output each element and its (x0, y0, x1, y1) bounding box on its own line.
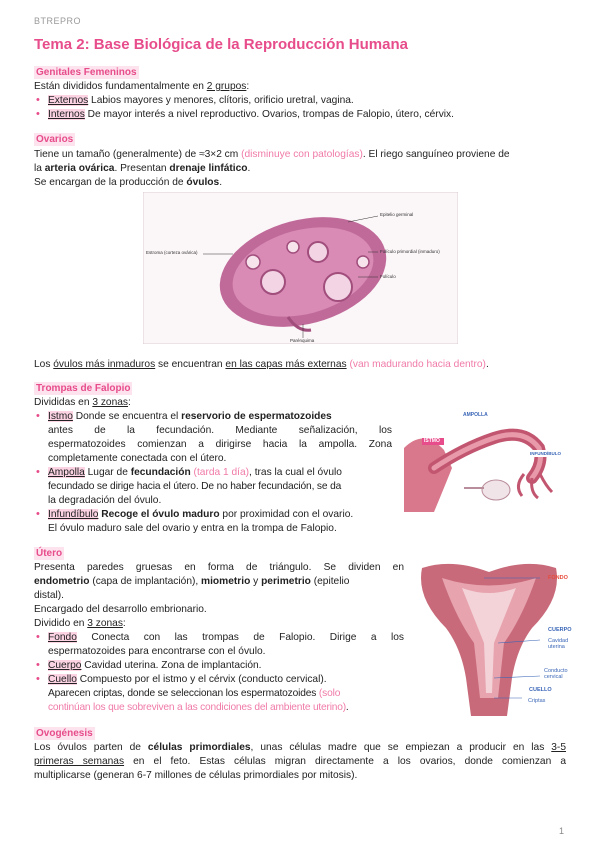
list-item: • Internos De mayor interés a nivel reproductivo. Ovarios, trompas de Falopio, útero, cérvix. (34, 108, 566, 121)
trompas-istmo-line-3: espermatozoides comienzan a dirigirse hacia la ampolla. Zona (48, 439, 392, 450)
figure-label: Parénquima (290, 338, 315, 343)
page-title: Tema 2: Base Biológica de la Reproducción Humana (34, 36, 408, 53)
figure-label: Criptas (528, 698, 546, 704)
figure-label: CUELLO (529, 687, 552, 693)
trompas-istmo-line-2: antes de la fecundación. Mediante señalización, los (48, 425, 392, 436)
section-heading-genitales: Genitales Femeninos (36, 67, 137, 78)
trompas-intro: Divididas en 3 zonas: (34, 397, 131, 408)
figure-label: ISTMO (424, 438, 440, 444)
section-heading-ovarios: Ovarios (36, 134, 74, 145)
list-item: • Cuerpo Cavidad uterina. Zona de implantación. (34, 659, 404, 672)
section-heading-trompas: Trompas de Falopio (36, 383, 131, 394)
utero-line-3: distal). (34, 590, 65, 601)
figure-label: Folículo (380, 274, 396, 279)
ovogenesis-line-3: multiplicarse (generan 6-7 millones de células primordiales por mitosis). (34, 770, 358, 781)
figure-label: Cavidad uterina (548, 638, 569, 650)
list-item: • Infundíbulo Recoge el óvulo maduro por proximidad con el ovario. (34, 508, 392, 521)
list-item: • Ampolla Lugar de fecundación (tarda 1 día), tras la cual el óvulo (34, 466, 392, 479)
figure-label: Conducto cervical (544, 668, 568, 680)
ovogenesis-line-2: primeras semanas en el feto. Estas células migran directamente a los ovarios, donde comienzan a (34, 756, 566, 767)
utero-line-1: Presenta paredes gruesas en forma de triángulo. Se dividen en (34, 562, 404, 573)
figure-label: Estroma (corteza ovárica) (146, 250, 198, 255)
page-number: 1 (558, 826, 564, 836)
ovogenesis-line-1: Los óvulos parten de células primordiales, unas células madre que se empiezan a producir en las 3-5 (34, 742, 566, 753)
trompas-ampolla-line-3: la degradación del óvulo. (48, 495, 162, 506)
ovarios-line-2: la arteria ovárica. Presentan drenaje linfático. (34, 163, 251, 174)
figure-label: Epitelio germinal (380, 212, 414, 217)
list-item: • Fondo Conecta con las trompas de Falopio. Dirige a los (34, 631, 404, 644)
list-item: • Cuello Compuesto por el istmo y el cérvix (conducto cervical). (34, 673, 404, 686)
section-heading-utero: Útero (36, 548, 63, 559)
utero-cuello-line-2: Aparecen criptas, donde se seleccionan los espermatozoides (solo (48, 688, 341, 699)
figure-label: AMPOLLA (463, 412, 488, 418)
trompas-infundibulo-line-2: El óvulo maduro sale del ovario y entra en la trompa de Falopio. (48, 523, 337, 534)
utero-line-5: Dividido en 3 zonas: (34, 618, 126, 629)
genitales-intro: Están divididos fundamentalmente en 2 grupos: (34, 81, 250, 92)
figure-label: Folículo primordial (inmaduro) (380, 249, 440, 254)
figure-label: CUERPO (548, 627, 572, 633)
ovarios-line-3: Se encargan de la producción de óvulos. (34, 177, 223, 188)
figure-label: FONDO (548, 575, 568, 581)
fallopian-tube-figure (404, 408, 566, 512)
figure-label: INFUNDÍBULO (530, 451, 561, 456)
trompas-ampolla-line-2: fecundado se dirige hacia el útero. De no haber fecundación, se da (48, 481, 342, 492)
ovarios-line-1: Tiene un tamaño (generalmente) de ≈3×2 cm (disminuye con patologías). El riego sanguíneo proviene de (34, 149, 510, 160)
list-item: • Externos Labios mayores y menores, clítoris, orificio uretral, vagina. (34, 94, 566, 107)
utero-line-2: endometrio (capa de implantación), miometrio y perimetrio (epitelio (34, 576, 350, 587)
trompas-istmo-line-4: completamente conectada con el útero. (48, 453, 227, 464)
utero-line-4: Encargado del desarrollo embrionario. (34, 604, 207, 615)
section-heading-ovogenesis: Ovogénesis (36, 728, 93, 739)
list-item: • Istmo Donde se encuentra el reservorio de espermatozoides (34, 410, 392, 423)
ovarios-after-figure: Los óvulos más inmaduros se encuentran en las capas más externas (van madurando hacia dentro). (34, 359, 489, 370)
utero-cuello-line-3: continúan los que sobreviven a las condiciones del ambiente uterino). (48, 702, 349, 713)
utero-fondo-line-2: espermatozoides para encontrarse con el óvulo. (48, 646, 266, 657)
document-header: BTREPRO (34, 16, 82, 26)
